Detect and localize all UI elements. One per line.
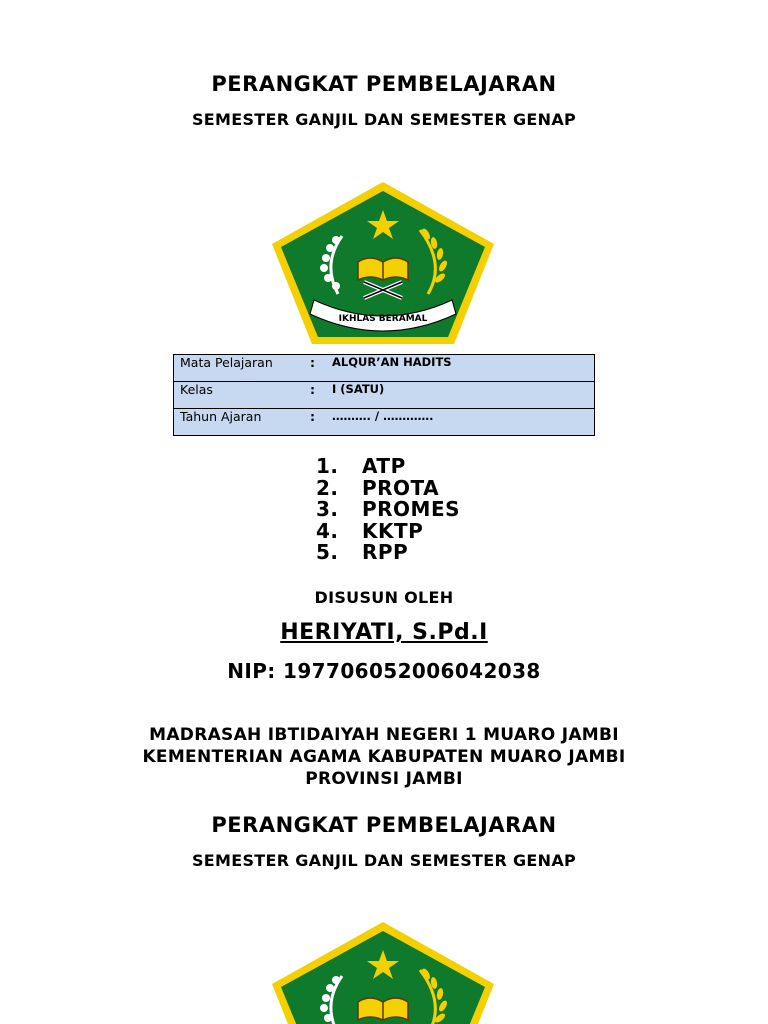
kemenag-emblem-icon	[270, 922, 496, 1024]
second-page-subtitle: SEMESTER GANJIL DAN SEMESTER GENAP	[191, 851, 577, 870]
info-colon: :	[310, 409, 315, 424]
info-row-academic-year	[174, 409, 594, 435]
subject-info-table	[173, 354, 595, 436]
list-item	[316, 518, 460, 543]
list-item-label: RPP	[362, 540, 409, 564]
info-label: Tahun Ajaran	[180, 409, 262, 424]
list-item	[316, 499, 460, 521]
info-value: ALQUR’AN HADITS	[332, 355, 452, 369]
list-item-number: 3.	[316, 497, 339, 521]
info-row-class	[174, 382, 594, 409]
list-item-number: 1.	[316, 454, 339, 478]
list-item-label: PROMES	[362, 497, 461, 521]
list-item-number: 4.	[316, 518, 339, 543]
list-item-label: KKTP	[362, 518, 424, 543]
institution-line-2: KEMENTERIAN AGAMA KABUPATEN MUARO JAMBI	[142, 747, 626, 767]
document-list	[316, 456, 460, 564]
list-item-number: 5.	[316, 540, 339, 564]
info-colon: :	[310, 355, 315, 370]
author-name: HERIYATI, S.Pd.I	[280, 620, 488, 645]
list-item	[316, 542, 460, 564]
info-value: I (SATU)	[332, 382, 385, 396]
list-item-number: 2.	[316, 475, 339, 500]
info-label: Kelas	[180, 382, 213, 397]
info-label: Mata Pelajaran	[180, 355, 273, 370]
info-row-subject	[174, 355, 594, 382]
list-item-label: ATP	[362, 454, 406, 478]
list-item	[316, 475, 460, 500]
second-page-title: PERANGKAT PEMBELAJARAN	[211, 813, 557, 837]
page-title: PERANGKAT PEMBELAJARAN	[211, 72, 557, 96]
compiled-by-label: DISUSUN OLEH	[314, 588, 454, 607]
institution-line-1: MADRASAH IBTIDAIYAH NEGERI 1 MUARO JAMBI	[149, 725, 619, 745]
info-colon: :	[310, 382, 315, 397]
list-item-label: PROTA	[362, 475, 440, 500]
institution-line-3: PROVINSI JAMBI	[305, 769, 463, 789]
author-nip: NIP: 197706052006042038	[227, 659, 541, 683]
kemenag-emblem-icon	[270, 182, 496, 346]
info-value: ………. / ………….	[332, 409, 434, 423]
emblem-ribbon-text: IKHLAS BERAMAL	[338, 314, 428, 324]
page-subtitle: SEMESTER GANJIL DAN SEMESTER GENAP	[191, 110, 577, 129]
list-item	[316, 456, 460, 478]
